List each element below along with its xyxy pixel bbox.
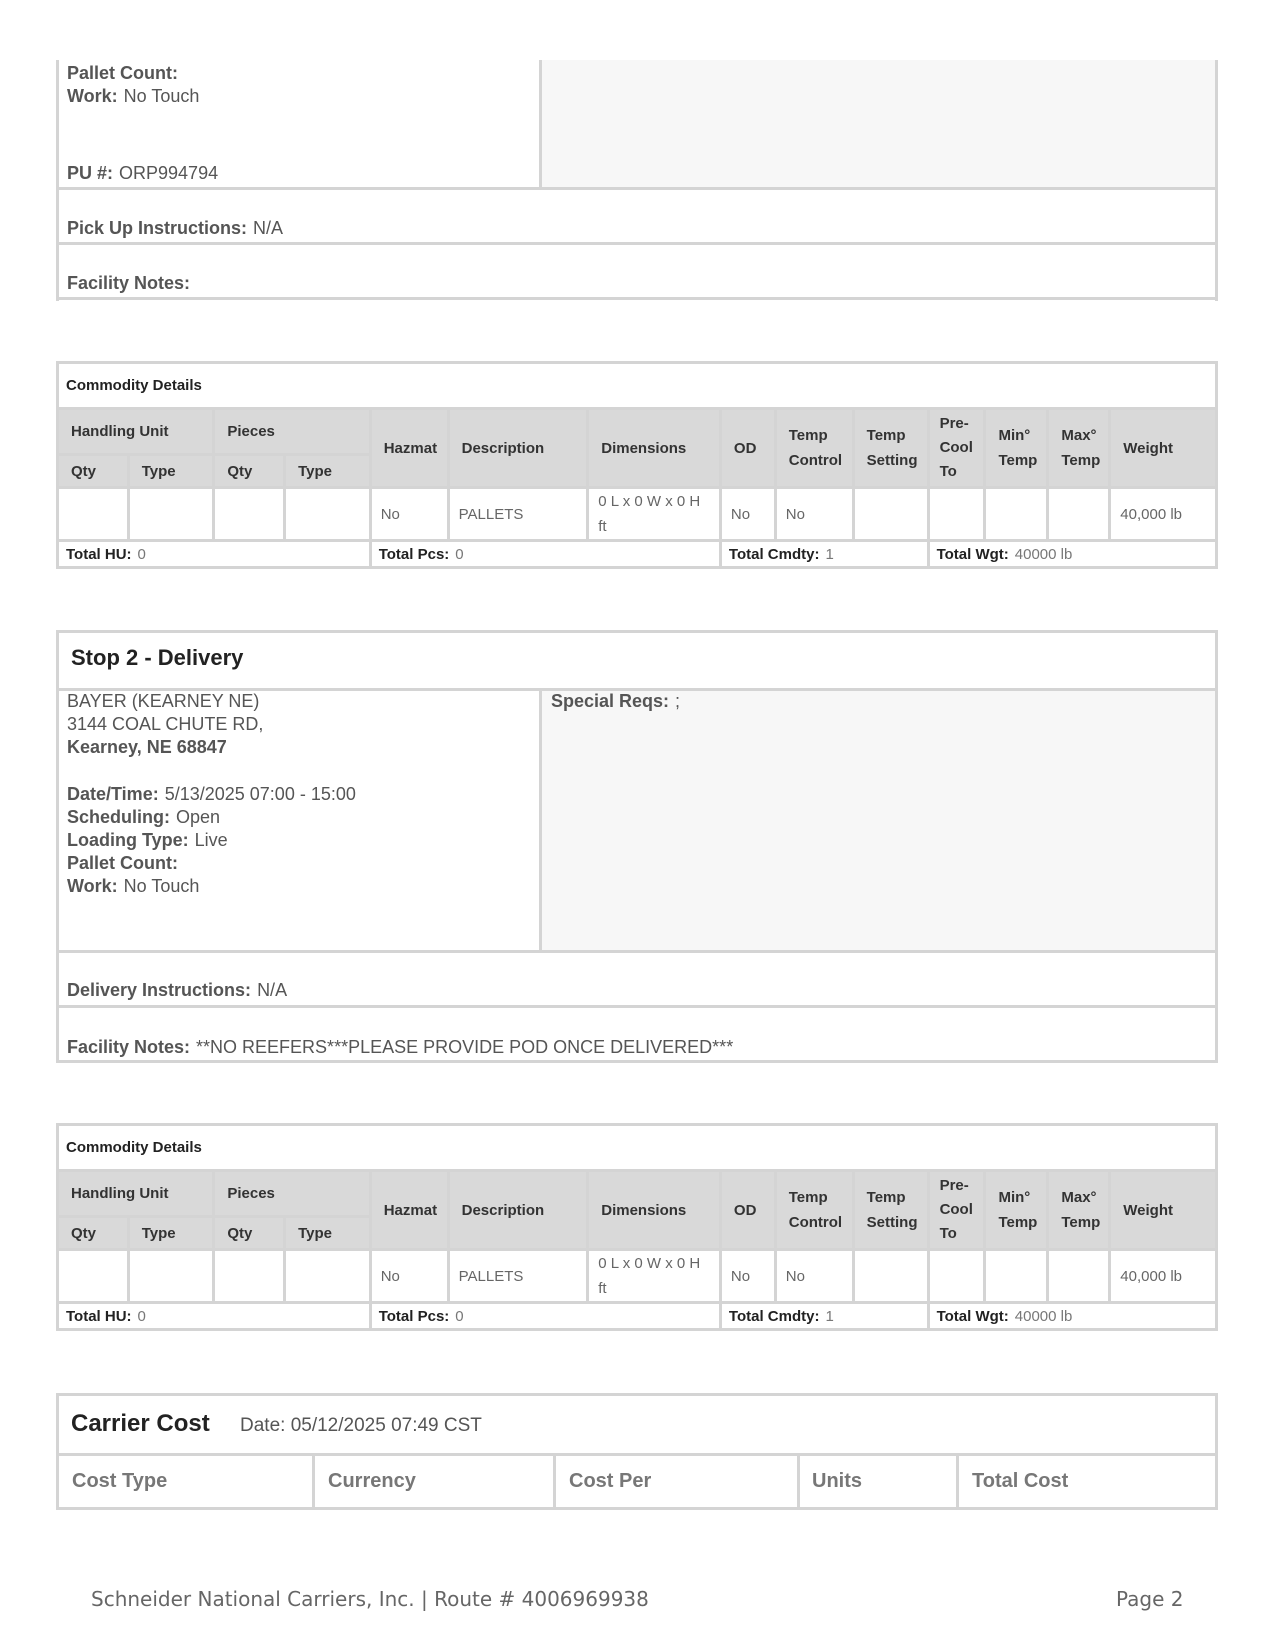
pc-qty-header: Qty bbox=[214, 1217, 285, 1250]
hu-qty-header: Qty bbox=[58, 455, 129, 488]
pu-number-value: ORP994794 bbox=[119, 163, 219, 183]
table-row bbox=[58, 488, 1217, 541]
temp-control-cell: No bbox=[775, 1250, 853, 1303]
stop2-pallet-count-field: Pallet Count: bbox=[67, 853, 178, 873]
commodity-details-table-1 bbox=[56, 361, 1218, 569]
max-temp-cell bbox=[1048, 488, 1110, 541]
hazmat-cell: No bbox=[370, 1250, 448, 1303]
weight-header: Weight bbox=[1110, 409, 1217, 488]
commodity-details-title: Commodity Details bbox=[58, 363, 1217, 409]
hu-qty-cell bbox=[58, 1250, 129, 1303]
commodity-details-title: Commodity Details bbox=[58, 1125, 1217, 1171]
pu-number-field bbox=[67, 162, 218, 185]
total-cmdty: Total Cmdty: 1 bbox=[720, 541, 928, 568]
units-header: Units bbox=[812, 1470, 862, 1492]
min-temp-header: Min° Temp bbox=[985, 409, 1048, 488]
pickup-instructions-field bbox=[67, 217, 283, 240]
total-wgt: Total Wgt: 40000 lb bbox=[928, 541, 1216, 568]
hu-type-cell bbox=[128, 488, 214, 541]
total-wgt: Total Wgt: 40000 lb bbox=[928, 1303, 1216, 1330]
temp-control-cell: No bbox=[775, 488, 853, 541]
weight-header: Weight bbox=[1110, 1171, 1217, 1250]
footer-page-number: Page 2 bbox=[1116, 1587, 1184, 1611]
pallet-count-field bbox=[67, 62, 184, 85]
totals-row bbox=[58, 1303, 1217, 1330]
max-temp-header: Max° Temp bbox=[1048, 409, 1110, 488]
pc-qty-header: Qty bbox=[214, 455, 285, 488]
hu-type-cell bbox=[128, 1250, 214, 1303]
stop2-loading-type-field: Loading Type: Live bbox=[67, 830, 228, 850]
pc-type-cell bbox=[285, 1250, 371, 1303]
hu-type-header: Type bbox=[128, 455, 214, 488]
facility-notes-label: Facility Notes: bbox=[67, 273, 191, 293]
pallet-count-label: Pallet Count: bbox=[67, 63, 178, 83]
total-hu: Total HU: 0 bbox=[58, 541, 371, 568]
description-cell: PALLETS bbox=[448, 488, 588, 541]
temp-setting-cell bbox=[853, 488, 928, 541]
weight-cell: 40,000 lb bbox=[1110, 488, 1217, 541]
pieces-header: Pieces bbox=[214, 1171, 370, 1217]
od-header: OD bbox=[720, 409, 775, 488]
min-temp-header: Min° Temp bbox=[985, 1171, 1048, 1250]
precool-header: Pre- Cool To bbox=[928, 1171, 985, 1250]
stop2-work-field: Work: No Touch bbox=[67, 876, 200, 896]
pickup-instructions-value: N/A bbox=[253, 218, 284, 238]
handling-unit-header: Handling Unit bbox=[58, 409, 214, 455]
currency-header: Currency bbox=[328, 1470, 416, 1492]
stop2-address: 3144 COAL CHUTE RD, bbox=[67, 714, 264, 734]
cost-per-header: Cost Per bbox=[569, 1470, 652, 1492]
stop2-scheduling-field: Scheduling: Open bbox=[67, 807, 221, 827]
pc-type-header: Type bbox=[285, 455, 371, 488]
dimensions-cell: 0 L x 0 W x 0 H ft bbox=[588, 488, 721, 541]
od-cell: No bbox=[720, 1250, 775, 1303]
stop2-city-state-zip: Kearney, NE 68847 bbox=[67, 737, 227, 757]
od-header: OD bbox=[720, 1171, 775, 1250]
min-temp-cell bbox=[985, 488, 1048, 541]
hu-qty-header: Qty bbox=[58, 1217, 129, 1250]
stop2-facility-notes-field: Facility Notes: **NO REEFERS***PLEASE PROVIDE POD ONCE DELIVERED*** bbox=[67, 1037, 734, 1057]
commodity-details-table-2 bbox=[56, 1123, 1218, 1331]
total-cmdty: Total Cmdty: 1 bbox=[720, 1303, 928, 1330]
table-row bbox=[58, 1250, 1217, 1303]
work-field bbox=[67, 85, 199, 108]
carrier-cost-date: Date: 05/12/2025 07:49 CST bbox=[240, 1415, 482, 1436]
pc-qty-cell bbox=[214, 1250, 285, 1303]
hazmat-header: Hazmat bbox=[370, 409, 448, 488]
pickup-instructions-label: Pick Up Instructions: bbox=[67, 218, 248, 238]
footer-company-route: Schneider National Carriers, Inc. | Route # 4006969938 bbox=[91, 1587, 649, 1611]
totals-row bbox=[58, 541, 1217, 568]
hu-qty-cell bbox=[58, 488, 129, 541]
total-pcs: Total Pcs: 0 bbox=[370, 541, 720, 568]
precool-cell bbox=[928, 488, 985, 541]
carrier-cost-title: Carrier Cost bbox=[71, 1410, 210, 1437]
handling-unit-header: Handling Unit bbox=[58, 1171, 214, 1217]
dimensions-header: Dimensions bbox=[588, 1171, 721, 1250]
pc-type-cell bbox=[285, 488, 371, 541]
dimensions-cell: 0 L x 0 W x 0 H ft bbox=[588, 1250, 721, 1303]
hu-type-header: Type bbox=[128, 1217, 214, 1250]
work-value: No Touch bbox=[123, 86, 200, 106]
temp-setting-cell bbox=[853, 1250, 928, 1303]
stop2-delivery-instructions-field: Delivery Instructions: N/A bbox=[67, 980, 288, 1000]
total-cost-header: Total Cost bbox=[972, 1470, 1069, 1492]
cost-type-header: Cost Type bbox=[72, 1470, 168, 1492]
total-hu: Total HU: 0 bbox=[58, 1303, 371, 1330]
description-header: Description bbox=[448, 1171, 588, 1250]
temp-setting-header: Temp Setting bbox=[853, 409, 928, 488]
temp-control-header: Temp Control bbox=[775, 409, 853, 488]
weight-cell: 40,000 lb bbox=[1110, 1250, 1217, 1303]
od-cell: No bbox=[720, 488, 775, 541]
pc-qty-cell bbox=[214, 488, 285, 541]
facility-notes-field bbox=[67, 272, 196, 295]
min-temp-cell bbox=[985, 1250, 1048, 1303]
stop2-facility-name: BAYER (KEARNEY NE) bbox=[67, 691, 260, 711]
max-temp-cell bbox=[1048, 1250, 1110, 1303]
precool-header: Pre- Cool To bbox=[928, 409, 985, 488]
total-pcs: Total Pcs: 0 bbox=[370, 1303, 720, 1330]
temp-setting-header: Temp Setting bbox=[853, 1171, 928, 1250]
pu-number-label: PU #: bbox=[67, 163, 114, 183]
hazmat-cell: No bbox=[370, 488, 448, 541]
stop2-special-reqs-field: Special Reqs: ; bbox=[551, 691, 681, 711]
description-cell: PALLETS bbox=[448, 1250, 588, 1303]
work-label: Work: bbox=[67, 86, 118, 106]
max-temp-header: Max° Temp bbox=[1048, 1171, 1110, 1250]
stop2-title: Stop 2 - Delivery bbox=[71, 645, 244, 670]
dimensions-header: Dimensions bbox=[588, 409, 721, 488]
pieces-header: Pieces bbox=[214, 409, 370, 455]
hazmat-header: Hazmat bbox=[370, 1171, 448, 1250]
stop2-datetime-field: Date/Time: 5/13/2025 07:00 - 15:00 bbox=[67, 784, 356, 804]
description-header: Description bbox=[448, 409, 588, 488]
pc-type-header: Type bbox=[285, 1217, 371, 1250]
precool-cell bbox=[928, 1250, 985, 1303]
temp-control-header: Temp Control bbox=[775, 1171, 853, 1250]
